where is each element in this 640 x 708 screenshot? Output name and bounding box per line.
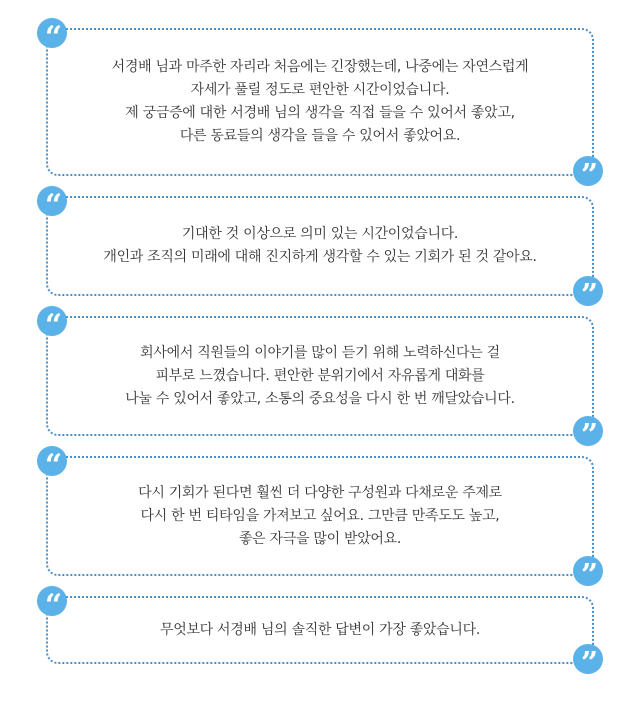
testimonial-text bbox=[140, 619, 500, 642]
open-quote-icon: “ bbox=[37, 18, 67, 48]
close-quote-icon: ” bbox=[573, 644, 603, 674]
testimonial-line: 제 궁금증에 대한 서경배 님의 생각을 직접 들을 수 있어서 좋았고, bbox=[125, 105, 515, 121]
close-quote-icon: ” bbox=[573, 416, 603, 446]
close-quote-icon: ” bbox=[573, 156, 603, 186]
testimonial-line: 다시 한 번 티타임을 가져보고 싶어요. 그만큼 만족도도 높고, bbox=[140, 507, 500, 524]
open-quote-icon: “ bbox=[37, 306, 67, 336]
testimonial-card bbox=[44, 20, 596, 193]
testimonial-card bbox=[44, 308, 596, 453]
testimonial-text bbox=[105, 342, 534, 411]
testimonial-line: 피부로 느꼈습니다. 편안한 분위기에서 자유롭게 대화를 bbox=[155, 367, 485, 384]
testimonial-line: 나눌 수 있어서 좋았고, 소통의 중요성을 다시 한 번 깨달았습니다. bbox=[125, 390, 515, 407]
testimonial-line: 서경배 님과 마주한 자리라 처음에는 긴장했는데, 나중에는 자연스럽게 bbox=[111, 59, 529, 75]
testimonial-text bbox=[118, 482, 522, 551]
testimonial-text bbox=[83, 223, 556, 269]
close-quote-icon: ” bbox=[573, 276, 603, 306]
testimonial-line: 자세가 풀릴 정도로 편안한 시간이었습니다. bbox=[190, 82, 450, 98]
open-quote-icon: “ bbox=[37, 186, 67, 216]
testimonial-line: 회사에서 직원들의 이야기를 많이 듣기 위해 노력하신다는 걸 bbox=[140, 344, 500, 361]
close-quote-icon: ” bbox=[573, 556, 603, 586]
testimonial-line: 좋은 자극을 많이 받았어요. bbox=[238, 530, 402, 547]
testimonial-card bbox=[44, 448, 596, 593]
testimonial-line: 기대한 것 이상으로 의미 있는 시간이었습니다. bbox=[181, 226, 459, 242]
testimonial-line: 다른 동료들의 생각을 들을 수 있어서 좋았어요. bbox=[179, 128, 461, 144]
testimonial-line: 개인과 조직의 미래에 대해 진지하게 생각할 수 있는 기회가 된 것 같아요. bbox=[103, 249, 537, 265]
testimonial-line: 무엇보다 서경배 님의 솔직한 답변이 가장 좋았습니다. bbox=[160, 621, 480, 638]
open-quote-icon: “ bbox=[37, 586, 67, 616]
testimonial-text bbox=[92, 56, 549, 148]
open-quote-icon: “ bbox=[37, 446, 67, 476]
testimonial-card bbox=[44, 188, 596, 313]
testimonial-card bbox=[44, 588, 596, 681]
testimonial-line: 다시 기회가 된다면 훨씬 더 다양한 구성원과 다채로운 주제로 bbox=[138, 484, 502, 501]
